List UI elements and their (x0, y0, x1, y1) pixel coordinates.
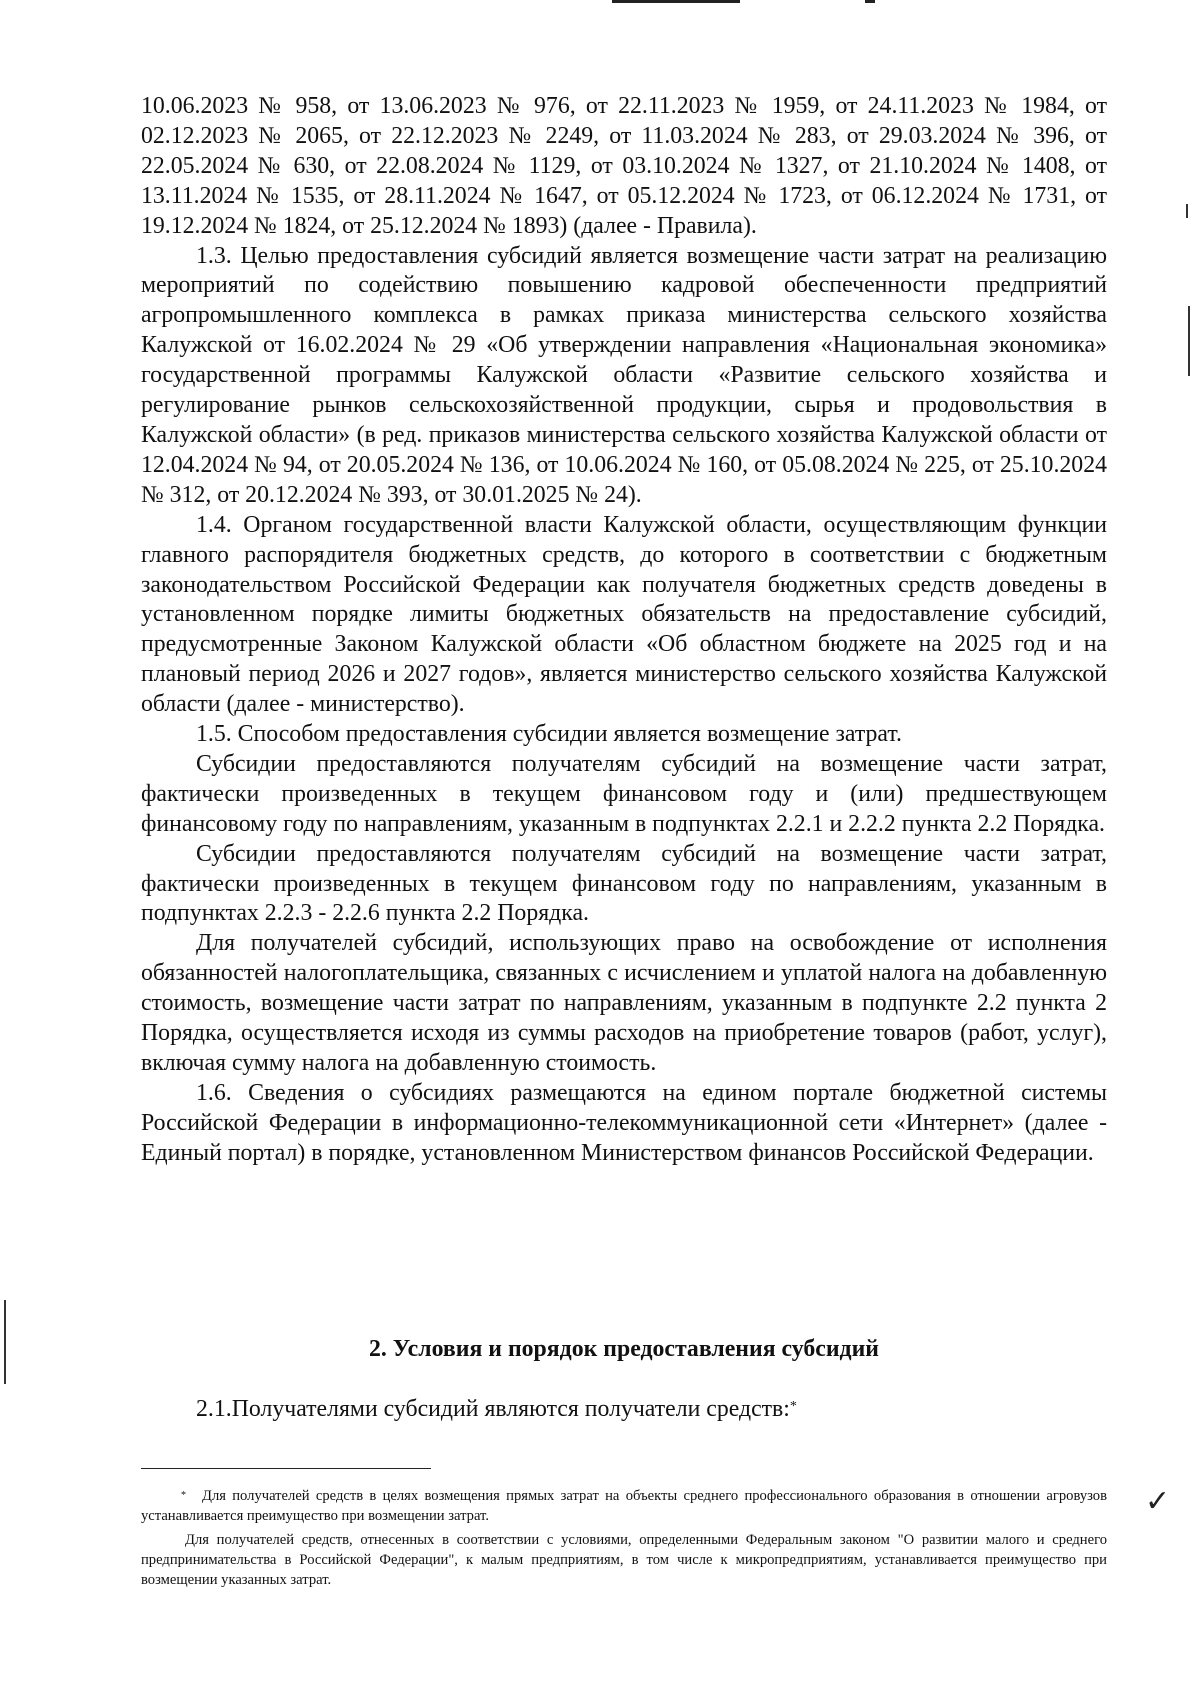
scan-margin-line (4, 1300, 6, 1384)
footnote-item: Для получателей средств, отнесенных в соответствии с условиями, определенными Федеральным законом "О развитии малого и среднего предпринимательства в Российской Федерации", к малым предприятиям, в том числе к микропредприятиям, устанавливается преимущество при возмещении указанных затрат. (141, 1532, 1107, 1588)
scan-artifact-mark (612, 0, 740, 3)
checkmark-icon: ✓ (1145, 1484, 1171, 1519)
scan-margin-line (1188, 306, 1190, 376)
document-body (141, 92, 1107, 1169)
recipients-line (196, 1394, 1096, 1424)
paragraph-1-5: 1.5. Способом предоставления субсидии является возмещение затрат. (196, 721, 902, 748)
paragraph-1-3: 1.3. Целью предоставления субсидий является возмещение части затрат на реализацию мероприятий по содействию повышению кадровой обеспеченности предприятий агропромышленного комплекса в рамках приказа министерства сельского хозяйства Калужской от 16.02.2024 № 29 «Об утверждении направления «Национальная экономика» государственной программы Калужской области «Развитие сельского хозяйства и регулирование рынков сельскохозяйственной продукции, сырья и продовольствия в Калужской области» (в ред. приказов министерства сельского хозяйства Калужской области от 12.04.2024 № 94, от 20.05.2024 № 136, от 10.06.2024 № 160, от 05.08.2024 № 225, от 25.10.2024 № 312, от 20.12.2024 № 393, от 30.01.2025 № 24). (141, 242, 1107, 508)
scan-artifact-mark (865, 0, 875, 3)
paragraph-subsidy-current-year: Субсидии предоставляются получателям субсидий на возмещение части затрат, фактически произведенных в текущем финансовом году по направлениям, указанным в подпунктах 2.2.3 - 2.2.6 пункта 2.2 Порядка. (141, 840, 1107, 927)
paragraph-1-4: 1.4. Органом государственной власти Калужской области, осуществляющим функции главного распорядителя бюджетных средств, до которого в соответствии с бюджетным законодательством Российской Федерации как получателя бюджетных средств доведены в установленном порядке лимиты бюджетных обязательств на предоставление субсидий, предусмотренные Законом Калужской области «Об областном бюджете на 2025 год и на плановый период 2026 и 2027 годов», является министерство сельского хозяйства Калужской области (далее - министерство). (141, 511, 1107, 718)
paragraph-vat-exemption: Для получателей субсидий, использующих право на освобождение от исполнения обязанностей налогоплательщика, связанных с исчислением и уплатой налога на добавленную стоимость, возмещение части затрат по направлениям, указанным в подпункте 2.2 пункта 2 Порядка, осуществляется исходя из суммы расходов на приобретение товаров (работ, услуг), включая сумму налога на добавленную стоимость. (141, 930, 1107, 1076)
paragraph-subsidy-prior-year: Субсидии предоставляются получателям субсидий на возмещение части затрат, фактически произведенных в текущем финансовом году и (или) предшествующем финансовому году по направлениям, указанным в подпунктах 2.2.1 и 2.2.2 пункта 2.2 Порядка. (141, 750, 1107, 837)
footnote-text: Для получателей средств в целях возмещения прямых затрат на объекты среднего профессионального образования в отношении агровузов устанавливается преимущество при возмещении затрат. (141, 1488, 1107, 1524)
section-heading: 2. Условия и порядок предоставления субсидий (368, 1336, 879, 1362)
footnote-reference: * (789, 1399, 797, 1414)
paragraph-1-6: 1.6. Сведения о субсидиях размещаются на едином портале бюджетной системы Российской Федерации в информационно-телекоммуникационной сети «Интернет» (далее - Единый портал) в порядке, установленном Министерством финансов Российской Федерации. (141, 1079, 1107, 1166)
paragraph-continuation: 10.06.2023 № 958, от 13.06.2023 № 976, от 22.11.2023 № 1959, от 24.11.2023 № 1984, от 02.12.2023 № 2065, от 22.12.2023 № 2249, от 11.03.2024 № 283, от 29.03.2024 № 396, от 22.05.2024 № 630, от 22.08.2024 № 1129, от 03.10.2024 № 1327, от 21.10.2024 № 1408, от 13.11.2024 № 1535, от 28.11.2024 № 1647, от 05.12.2024 № 1723, от 06.12.2024 № 1731, от 19.12.2024 № 1824, от 25.12.2024 № 1893) (далее - Правила). (141, 93, 1107, 239)
footnote-item (141, 1486, 1107, 1526)
footnotes (141, 1486, 1107, 1594)
recipients-text: 2.1.Получателями субсидий являются получатели средств: (196, 1396, 790, 1422)
footnote-marker: * (181, 1490, 186, 1501)
scan-margin-line (1186, 204, 1188, 218)
footnote-separator (141, 1468, 431, 1469)
